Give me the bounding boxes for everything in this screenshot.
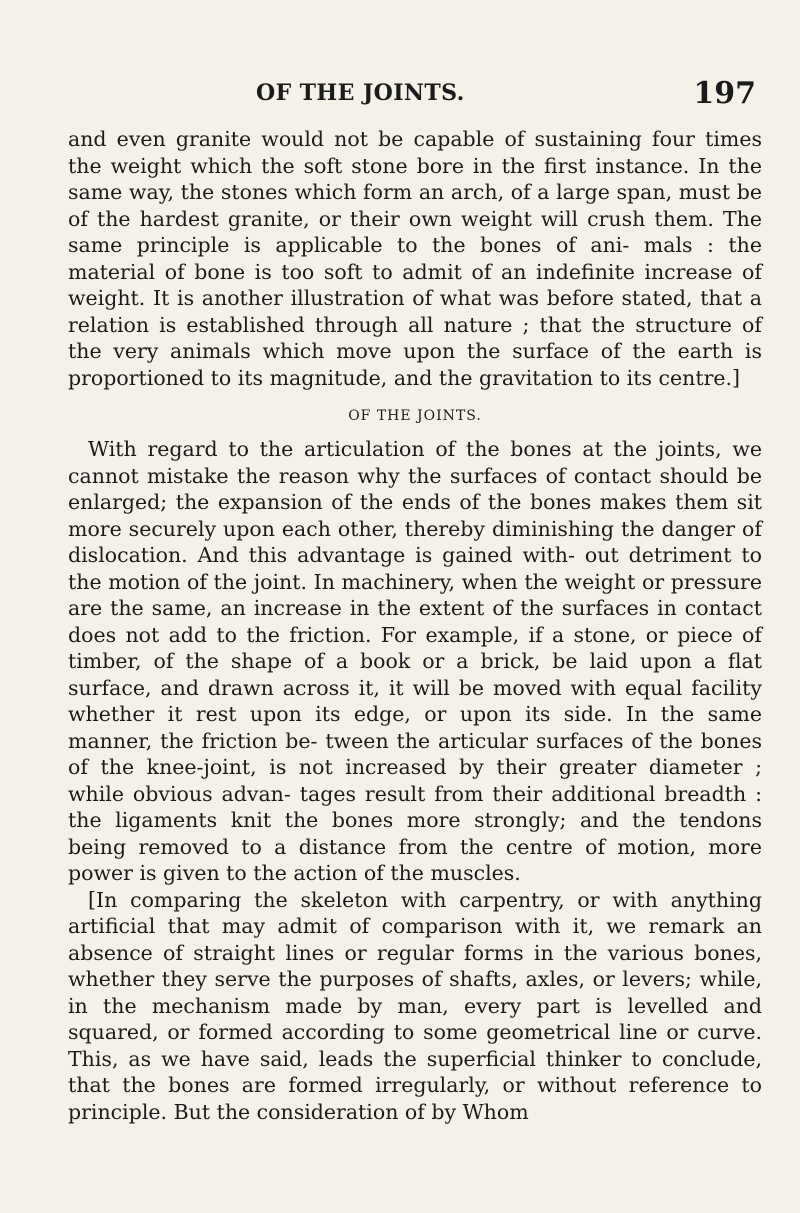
running-head bbox=[68, 76, 762, 116]
running-title: OF THE JOINTS. bbox=[256, 80, 465, 106]
section-heading: OF THE JOINTS. bbox=[348, 408, 482, 424]
page-number: 197 bbox=[693, 76, 756, 111]
paragraph-articulation: With regard to the articulation of the bones at the joints, we cannot mistake the reason why the surfaces of contact should be enlarged; the expansion of the ends of the bones makes them sit more securely upon each other, thereby diminishing the danger of dislocation. And this advantage is gained with- out detriment to the motion of the joint. In machinery, when the weight or pressure are the same, an increase in the extent of the surfaces in contact does not add to the friction. For example, if a stone, or piece of timber, of the shape of a book or a brick, be laid upon a flat surface, and drawn across it, it will be moved with equal facility whether it rest upon its edge, or upon its side. In the same manner, the friction be- tween the articular surfaces of the bones of the knee-joint, is not increased by their greater diameter ; while obvious advan- tages result from their additional breadth : the ligaments knit the bones more strongly; and the tendons being removed to a distance from the centre of motion, more power is given to the action of the muscles. bbox=[68, 437, 762, 885]
paragraph-carpentry-comparison: [In comparing the skeleton with carpentry, or with anything artificial that may admit of comparison with it, we remark an absence of straight lines or regular forms in the various bones, whether they serve the purposes of shafts, axles, or levers; while, in the mechanism made by man, every part is levelled and squared, or formed according to some geometrical line or curve. This, as we have said, leads the superficial thinker to conclude, that the bones are formed irregularly, or without reference to principle. But the consideration of by Whom bbox=[68, 887, 762, 1124]
paragraph-granite-continuation: and even granite would not be capable of sustaining four times the weight which the soft stone bore in the first instance. In the same way, the stones which form an arch, of a large span, must be of the hardest granite, or their own weight will crush them. The same principle is applicable to the bones of ani- mals : the material of bone is too soft to admit of an indefinite increase of weight. It is another illustration of what was before stated, that a relation is established through all nature ; that the structure of the very animals which move upon the surface of the earth is proportioned to its magnitude, and the gravitation to its centre.] bbox=[68, 127, 762, 390]
body-text bbox=[68, 126, 762, 1125]
